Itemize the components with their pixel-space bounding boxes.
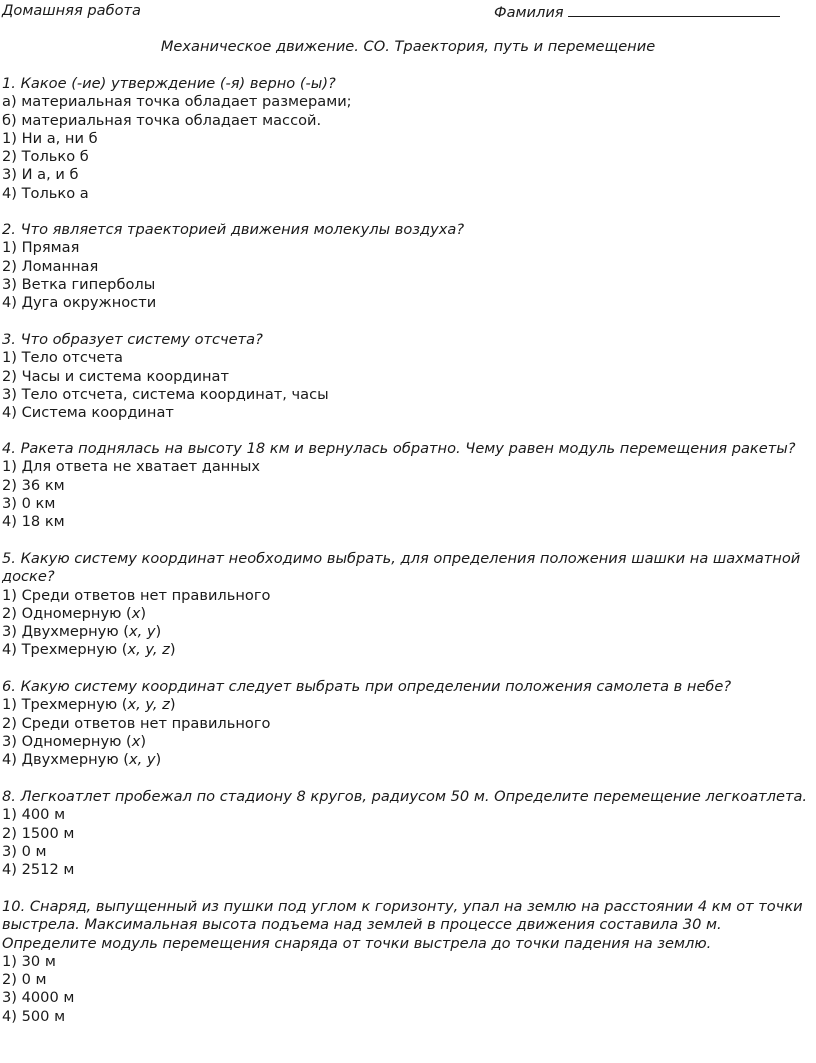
header-surname-field bbox=[494, 2, 780, 22]
answer-option: 2) Ломанная bbox=[2, 257, 99, 275]
surname-blank-line[interactable] bbox=[568, 2, 780, 17]
answer-option: 3) 0 м bbox=[2, 842, 47, 860]
question-3 bbox=[2, 331, 814, 422]
page-title: Механическое движение. СО. Траектория, путь и перемещение bbox=[160, 38, 656, 55]
question-6 bbox=[2, 678, 814, 769]
question-1 bbox=[2, 75, 814, 203]
question-4 bbox=[2, 440, 814, 531]
answer-option: 4) Двухмерную (x, y) bbox=[2, 751, 162, 769]
answer-option: 4) Трехмерную (x, y, z) bbox=[2, 641, 176, 659]
answer-option: 2) Часы и система координат bbox=[2, 367, 229, 385]
statement: а) материальная точка обладает размерами; bbox=[2, 93, 352, 111]
question-text: 1. Какое (-ие) утверждение (-я) верно (-ы)? bbox=[2, 75, 336, 92]
answer-option: 1) Тело отсчета bbox=[2, 349, 123, 367]
answer-option: 2) 0 м bbox=[2, 971, 47, 989]
answer-option: 3) 4000 м bbox=[2, 989, 75, 1007]
answer-option: 1) 30 м bbox=[2, 952, 56, 970]
answer-option: 2) 1500 м bbox=[2, 824, 75, 842]
question-text: Определите модуль перемещения снаряда от точки выстрела до точки падения на землю. bbox=[2, 934, 712, 952]
question-text: 3. Что образует систему отсчета? bbox=[2, 331, 263, 348]
question-text: 6. Какую систему координат следует выбрать при определении положения самолета в небе? bbox=[2, 678, 732, 695]
question-2 bbox=[2, 221, 814, 312]
answer-option: 2) Одномерную (x) bbox=[2, 604, 147, 622]
question-text: 4. Ракета поднялась на высоту 18 км и вернулась обратно. Чему равен модуль перемещения ракеты? bbox=[2, 440, 796, 457]
answer-option: 4) 500 м bbox=[2, 1007, 66, 1025]
answer-option: 1) Среди ответов нет правильного bbox=[2, 586, 271, 604]
answer-option: 4) Дуга окружности bbox=[2, 294, 157, 312]
question-text: 8. Легкоатлет пробежал по стадиону 8 кругов, радиусом 50 м. Определите перемещение легкоатлета. bbox=[2, 788, 808, 805]
question-text: доске? bbox=[2, 568, 55, 586]
question-text: выстрела. Максимальная высота подъема над землей в процессе движения составила 30 м. bbox=[2, 916, 722, 934]
header-surname-label: Фамилия bbox=[494, 4, 564, 21]
question-text: 2. Что является траекторией движения молекулы воздуха? bbox=[2, 221, 465, 238]
answer-option: 1) Трехмерную (x, y, z) bbox=[2, 696, 176, 714]
header-homework-label: Домашняя работа bbox=[2, 2, 141, 19]
answer-option: 4) Система координат bbox=[2, 404, 174, 422]
answer-option: 4) 18 км bbox=[2, 513, 65, 531]
question-8 bbox=[2, 788, 814, 879]
answer-option: 3) Одномерную (x) bbox=[2, 732, 147, 750]
answer-option: 1) Для ответа не хватает данных bbox=[2, 458, 261, 476]
question-text: 10. Снаряд, выпущенный из пушки под углом к горизонту, упал на землю на расстоянии 4 км от точки bbox=[2, 898, 803, 915]
answer-option: 3) Тело отсчета, система координат, часы bbox=[2, 385, 329, 403]
answer-option: 3) 0 км bbox=[2, 494, 56, 512]
answer-option: 3) И а, и б bbox=[2, 166, 79, 184]
answer-option: 1) Прямая bbox=[2, 239, 80, 257]
answer-option: 2) Среди ответов нет правильного bbox=[2, 714, 271, 732]
question-10 bbox=[2, 898, 814, 1026]
question-text: 5. Какую систему координат необходимо выбрать, для определения положения шашки на шахматной bbox=[2, 550, 801, 567]
answer-option: 4) Только а bbox=[2, 184, 89, 202]
answer-option: 3) Двухмерную (x, y) bbox=[2, 623, 162, 641]
answer-option: 1) 400 м bbox=[2, 806, 66, 824]
answer-option: 1) Ни а, ни б bbox=[2, 129, 98, 147]
question-5 bbox=[2, 550, 814, 660]
answer-option: 2) 36 км bbox=[2, 476, 65, 494]
statement: б) материальная точка обладает массой. bbox=[2, 111, 322, 129]
answer-option: 3) Ветка гиперболы bbox=[2, 275, 156, 293]
answer-option: 4) 2512 м bbox=[2, 861, 75, 879]
answer-option: 2) Только б bbox=[2, 148, 89, 166]
